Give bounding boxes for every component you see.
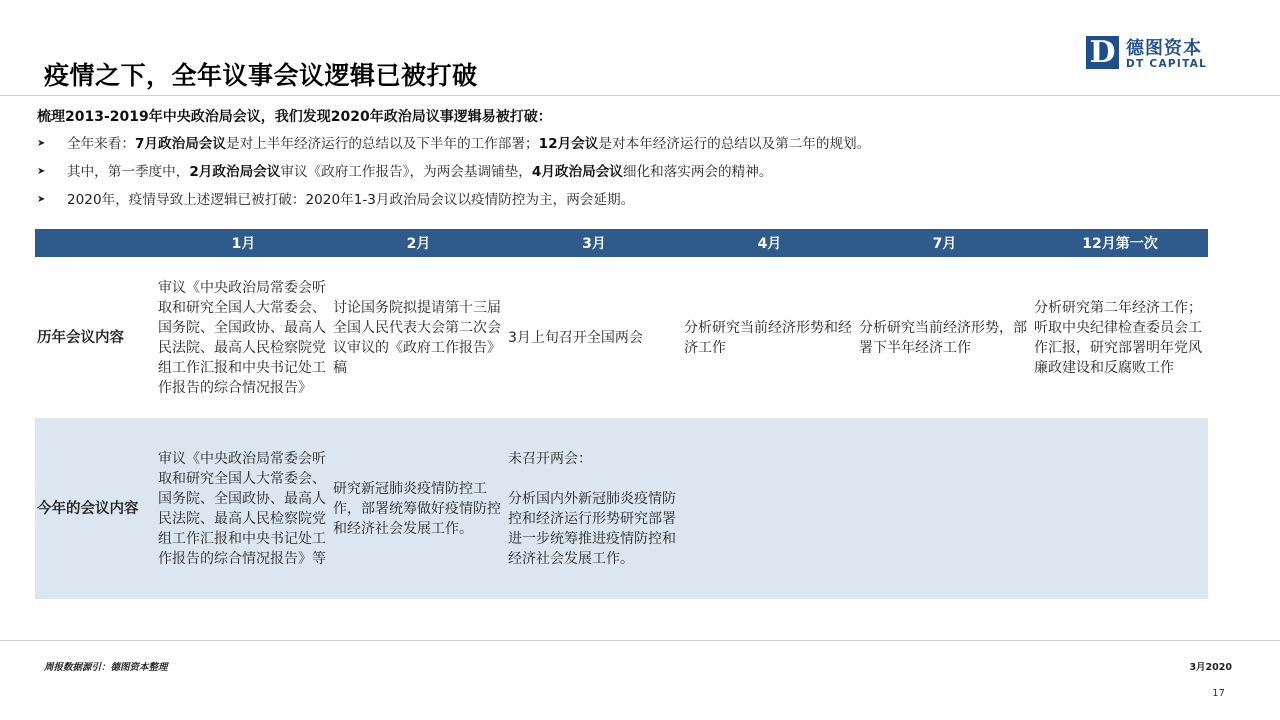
table-cell: 未召开两会： 分析国内外新冠肺炎疫情防控和经济运行形势研究部署进一步统筹推进疫情防控和经济社会发展工作。 [506, 418, 682, 599]
bullet-item [37, 161, 1247, 189]
header-dec: 12月第一次 [1032, 229, 1208, 257]
table-cell: 分析研究当前经济形势，部署下半年经济工作 [857, 257, 1032, 418]
arrow-bullet-icon: ➤ [37, 138, 46, 149]
table-cell: 分析研究第二年经济工作； 听取中央纪律检查委员会工作汇报，研究部署明年党风廉政建设和反腐败工作 [1032, 257, 1208, 418]
table-cell [682, 418, 857, 599]
row-label: 历年会议内容 [35, 257, 156, 418]
table-cell: 审议《中央政治局常委会听取和研究全国人大常委会、国务院、全国政协、最高人民法院、最高人民检察院党组工作汇报和中央书记处工作报告的综合情况报告》等 [156, 418, 331, 599]
table-cell: 讨论国务院拟提请第十三届全国人民代表大会第二次会议审议的《政府工作报告》稿 [331, 257, 506, 418]
table-cell [857, 418, 1032, 599]
header-corner [35, 229, 156, 257]
bullet-item [37, 133, 1247, 161]
dt-capital-logo [1086, 36, 1226, 72]
logo-chinese-name: 德图资本 [1126, 38, 1202, 59]
arrow-bullet-icon: ➤ [37, 166, 46, 177]
arrow-bullet-icon: ➤ [37, 194, 46, 205]
intro-text: 梳理2013-2019年中央政治局会议，我们发现2020年政治局议事逻辑易被打破： [37, 109, 552, 125]
table-row [35, 257, 1208, 418]
table-cell [1032, 418, 1208, 599]
bullet-text: 其中，第一季度中，2月政治局会议审议《政府工作报告》，为两会基调铺垫，4月政治局会议细化和落实两会的精神。 [67, 164, 773, 180]
table-cell: 分析研究当前经济形势和经济工作 [682, 257, 857, 418]
row-label: 今年的会议内容 [35, 418, 156, 599]
bullet-list [37, 133, 1247, 217]
logo-english-name: DT CAPITAL [1126, 58, 1208, 70]
header-feb: 2月 [331, 229, 506, 257]
page-number: 17 [1212, 688, 1225, 699]
bullet-item [37, 189, 1247, 217]
title-divider [0, 95, 1280, 96]
report-date: 3月2020 [1189, 662, 1232, 673]
logo-mark: D [1086, 36, 1119, 69]
header-apr: 4月 [682, 229, 857, 257]
bullet-text: 2020年，疫情导致上述逻辑已被打破：2020年1-3月政治局会议以疫情防控为主，两会延期。 [67, 192, 635, 208]
page-title: 疫情之下，全年议事会议逻辑已被打破 [44, 61, 478, 90]
table-header-row [35, 229, 1208, 257]
source-note: 周报数据源引：德图资本整理 [44, 662, 168, 673]
header-jan: 1月 [156, 229, 331, 257]
table-cell: 研究新冠肺炎疫情防控工作，部署统筹做好疫情防控和经济社会发展工作。 [331, 418, 506, 599]
meeting-comparison-table [35, 229, 1208, 599]
header-jul: 7月 [857, 229, 1032, 257]
header-mar: 3月 [506, 229, 682, 257]
table-row [35, 418, 1208, 599]
bullet-text: 全年来看：7月政治局会议是对上半年经济运行的总结以及下半年的工作部署；12月会议是对本年经济运行的总结以及第二年的规划。 [67, 136, 871, 152]
table-cell: 3月上旬召开全国两会 [506, 257, 682, 418]
footer-divider [0, 640, 1280, 641]
table-cell: 审议《中央政治局常委会听取和研究全国人大常委会、国务院、全国政协、最高人民法院、最高人民检察院党组工作汇报和中央书记处工作报告的综合情况报告》 [156, 257, 331, 418]
